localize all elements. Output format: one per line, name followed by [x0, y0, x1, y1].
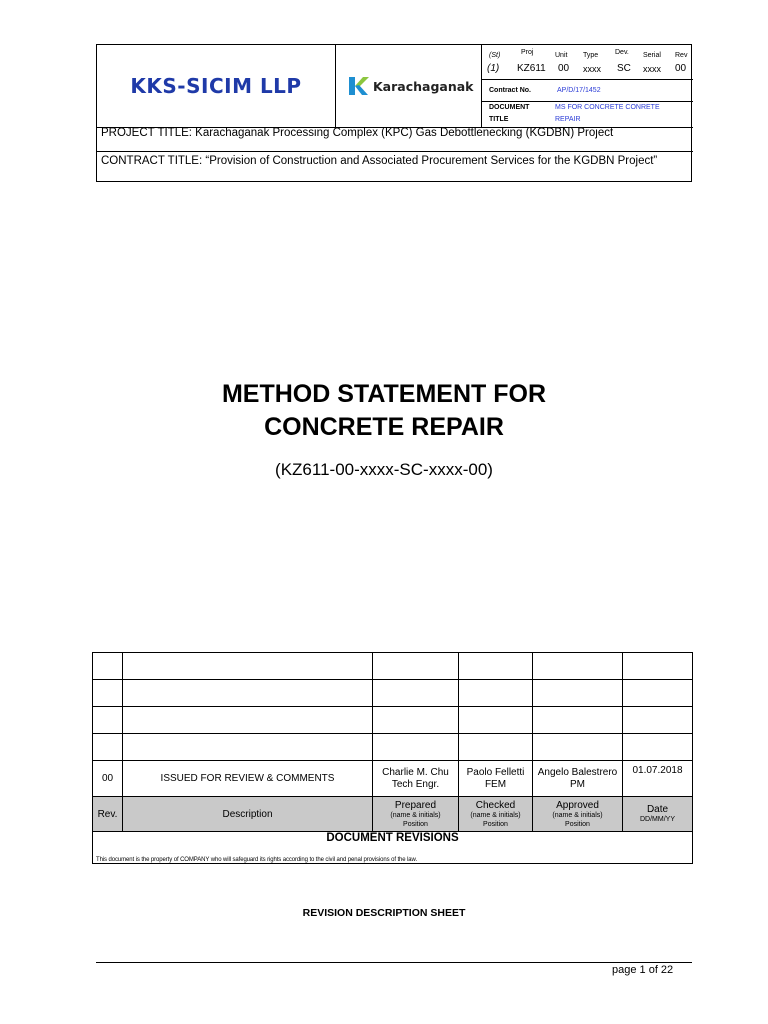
- col-header-approved: [533, 797, 623, 832]
- code-label-st: (St): [489, 52, 501, 59]
- code-label-type: Type: [583, 52, 599, 59]
- page-number: page 1 of 22: [612, 964, 674, 976]
- revision-row: [93, 761, 693, 797]
- table-header-row: [93, 797, 693, 832]
- checked-by: [459, 761, 533, 797]
- name-initials-label: (name & initials): [552, 811, 603, 819]
- title-line-1: METHOD STATEMENT FOR: [221, 380, 547, 408]
- code-label-rev: Rev: [675, 52, 688, 59]
- date-label: Date: [646, 804, 669, 815]
- document-title-label-1: DOCUMENT: [489, 104, 530, 111]
- prepared-by: [373, 761, 459, 797]
- prepared-label: Prepared: [394, 799, 437, 811]
- karachaganak-logo: [347, 73, 474, 99]
- code-value-unit: 00: [558, 63, 570, 74]
- col-header-date: [623, 797, 693, 832]
- code-value-serial: xxxx: [643, 64, 661, 74]
- code-label-proj: Proj: [521, 49, 534, 56]
- code-label-serial: Serial: [643, 52, 661, 59]
- checked-name: Paolo Felletti: [466, 766, 525, 778]
- name-initials-label: (name & initials): [470, 811, 521, 819]
- approved-label: Approved: [556, 799, 599, 811]
- contract-no-value: AP/D/17/1452: [557, 87, 601, 94]
- table-row: [93, 707, 693, 734]
- logo-text: Karachaganak: [373, 78, 474, 94]
- name-initials-label: (name & initials): [390, 811, 441, 819]
- revision-date: 01.07.2018: [623, 761, 693, 797]
- project-title: PROJECT TITLE: Karachaganak Processing Complex (KPC) Gas Debottlenecking (KGDBN) Project: [101, 127, 614, 139]
- prepared-position: Tech Engr.: [391, 778, 440, 790]
- revision-number: 00: [93, 761, 123, 797]
- code-value-dev: SC: [617, 63, 631, 74]
- code-value-proj: KZ611: [517, 63, 546, 74]
- date-format-label: DD/MM/YY: [640, 816, 675, 823]
- prepared-name: Charlie M. Chu: [382, 766, 449, 778]
- code-value-st: (1): [487, 63, 500, 74]
- document-title-value-2: REPAIR: [555, 116, 581, 123]
- approved-name: Angelo Balestrero: [537, 766, 618, 778]
- property-notice: This document is the property of COMPANY who will safeguard its rights according to the civil and penal provisions of the law.: [96, 857, 418, 863]
- footer-divider: [96, 962, 692, 963]
- document-main-title: [0, 378, 768, 444]
- table-row: [93, 653, 693, 680]
- revisions-table: [92, 652, 693, 864]
- karachaganak-k-icon: [347, 75, 369, 97]
- table-row: [93, 680, 693, 707]
- col-header-checked: [459, 797, 533, 832]
- approved-position: PM: [570, 778, 585, 790]
- document-revisions-caption: DOCUMENT REVISIONS: [93, 832, 693, 864]
- document-header: [96, 44, 692, 182]
- position-label: Position: [483, 820, 508, 828]
- code-label-unit: Unit: [555, 52, 568, 59]
- position-label: Position: [565, 820, 590, 828]
- checked-position: FEM: [484, 778, 507, 790]
- position-label: Position: [403, 820, 428, 828]
- code-value-type: xxxx: [583, 64, 601, 74]
- checked-label: Checked: [475, 799, 516, 811]
- code-label-dev: Dev.: [615, 49, 629, 56]
- revision-description: ISSUED FOR REVIEW & COMMENTS: [123, 761, 373, 797]
- company-name: KKS-SICIM LLP: [130, 74, 302, 98]
- approved-by: [533, 761, 623, 797]
- document-code: (KZ611-00-xxxx-SC-xxxx-00): [275, 460, 493, 479]
- title-line-2: CONCRETE REPAIR: [264, 413, 504, 441]
- document-title-value-1: MS FOR CONCRETE CONRETE: [555, 104, 660, 111]
- revision-sheet-title: REVISION DESCRIPTION SHEET: [302, 907, 466, 919]
- col-header-rev: Rev.: [93, 797, 123, 832]
- col-header-prepared: [373, 797, 459, 832]
- col-header-description: Description: [123, 797, 373, 832]
- table-row: [93, 734, 693, 761]
- code-value-rev: 00: [675, 63, 687, 74]
- document-title-label-2: TITLE: [489, 116, 509, 123]
- contract-no-label: Contract No.: [489, 87, 531, 94]
- contract-title: CONTRACT TITLE: “Provision of Construction and Associated Procurement Services for the KGDBN Project”: [101, 155, 658, 167]
